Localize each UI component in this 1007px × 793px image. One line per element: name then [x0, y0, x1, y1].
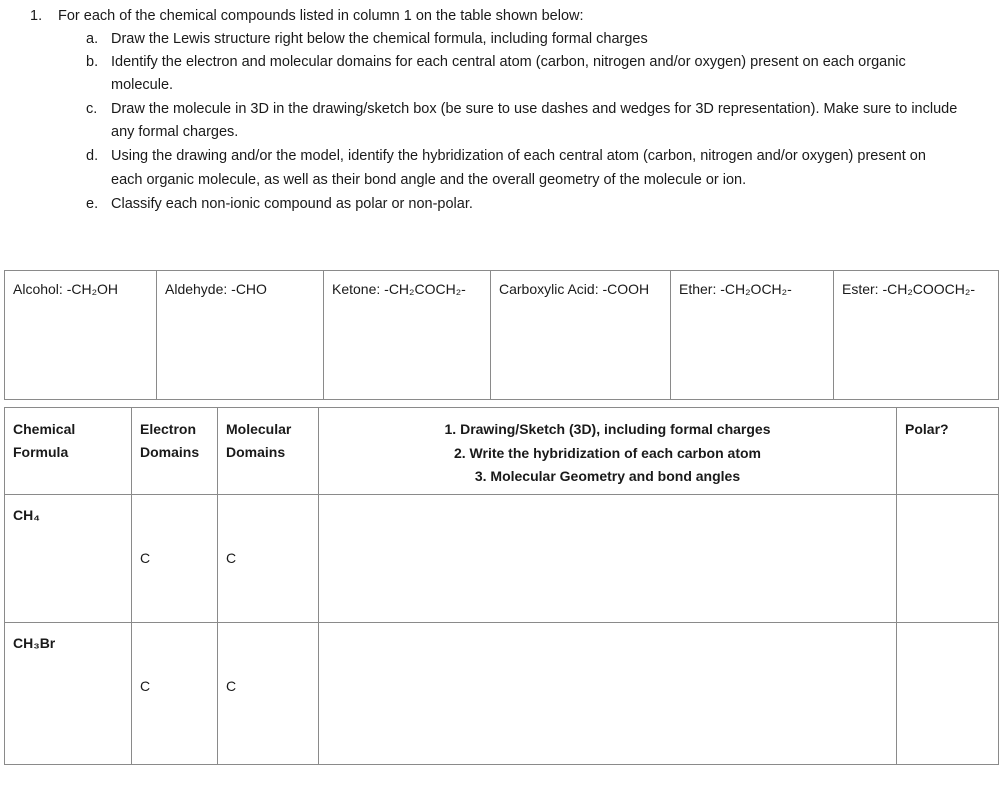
functional-group-ether: Ether: -CH₂OCH₂- [679, 281, 792, 297]
header-polar [897, 408, 999, 495]
header-chemical-formula [5, 408, 132, 495]
header-drawing-item-1: 1. Drawing/Sketch (3D), including formal charges [444, 421, 771, 437]
functional-groups-table [4, 270, 999, 400]
header-molecular-domains [218, 408, 319, 495]
header-drawing-item-3: 3. Molecular Geometry and bond angles [474, 468, 741, 484]
item-b-line-1: Identify the electron and molecular domains for each central atom (carbon, nitrogen and/or oxygen) present on each organic [111, 54, 906, 70]
formula-cell [5, 495, 132, 623]
functional-group-alcohol: Alcohol: -CH₂OH [13, 281, 119, 297]
formula-cell [5, 623, 132, 765]
item-a-line-1: Draw the Lewis structure right below the chemical formula, including formal charges [111, 31, 648, 47]
header-chemical-label: Chemical [13, 421, 76, 437]
functional-group-ketone: Ketone: -CH₂COCH₂- [332, 281, 466, 297]
electron-atom-label: C [140, 678, 151, 695]
header-domains-label: Domains [140, 444, 200, 460]
header-formula-label: Formula [13, 444, 69, 460]
molecular-domains-cell[interactable] [218, 623, 319, 765]
electron-domains-cell[interactable] [132, 623, 218, 765]
header-row [5, 408, 999, 495]
functional-group-cell [671, 271, 834, 400]
polar-cell[interactable] [897, 623, 999, 765]
functional-group-aldehyde: Aldehyde: -CHO [165, 281, 267, 297]
question-text: For each of the chemical compounds listed in column 1 on the table shown below: [58, 8, 584, 24]
header-electron-domains [132, 408, 218, 495]
drawing-cell[interactable] [319, 623, 897, 765]
item-d-line-2: each organic molecule, as well as their bond angle and the overall geometry of the molecule or ion. [111, 172, 747, 188]
molecular-domains-cell[interactable] [218, 495, 319, 623]
header-molecular-label: Molecular [226, 421, 292, 437]
item-c-line-1: Draw the molecule in 3D in the drawing/sketch box (be sure to use dashes and wedges for 3D representation). Make sure to include [111, 101, 958, 117]
functional-group-cell [324, 271, 491, 400]
item-letter-a: a. [86, 31, 99, 47]
electron-domains-cell[interactable] [132, 495, 218, 623]
item-letter-b: b. [86, 54, 99, 70]
functional-group-cell [157, 271, 324, 400]
table-row [5, 495, 999, 623]
functional-group-cell [5, 271, 157, 400]
item-e-line-1: Classify each non-ionic compound as polar or non-polar. [111, 196, 473, 212]
item-letter-c: c. [86, 101, 98, 117]
formula-ch4: CH₄ [13, 507, 40, 524]
drawing-cell[interactable] [319, 495, 897, 623]
item-d-line-1: Using the drawing and/or the model, identify the hybridization of each central atom (carbon, nitrogen and/or oxygen) present on [111, 148, 926, 164]
item-letter-e: e. [86, 196, 99, 212]
question-number: 1. [30, 8, 43, 24]
molecular-atom-label: C [226, 678, 237, 695]
functional-group-cell [491, 271, 671, 400]
item-b-line-2: molecule. [111, 77, 174, 93]
header-drawing-item-2: 2. Write the hybridization of each carbon atom [453, 444, 761, 461]
molecular-atom-label: C [226, 550, 237, 567]
item-letter-d: d. [86, 148, 99, 164]
header-domains-label: Domains [226, 444, 286, 460]
compounds-table [4, 407, 999, 765]
formula-ch3br: CH₃Br [13, 635, 56, 652]
functional-group-cell [834, 271, 999, 400]
table-row [5, 623, 999, 765]
header-electron-label: Electron [140, 421, 197, 437]
electron-atom-label: C [140, 550, 151, 567]
functional-group-ester: Ester: -CH₂COOCH₂- [842, 281, 975, 297]
header-polar-label: Polar? [905, 421, 949, 437]
header-drawing [319, 408, 897, 495]
functional-group-carboxylic-acid: Carboxylic Acid: -COOH [499, 281, 650, 297]
polar-cell[interactable] [897, 495, 999, 623]
item-c-line-2: any formal charges. [111, 124, 239, 140]
